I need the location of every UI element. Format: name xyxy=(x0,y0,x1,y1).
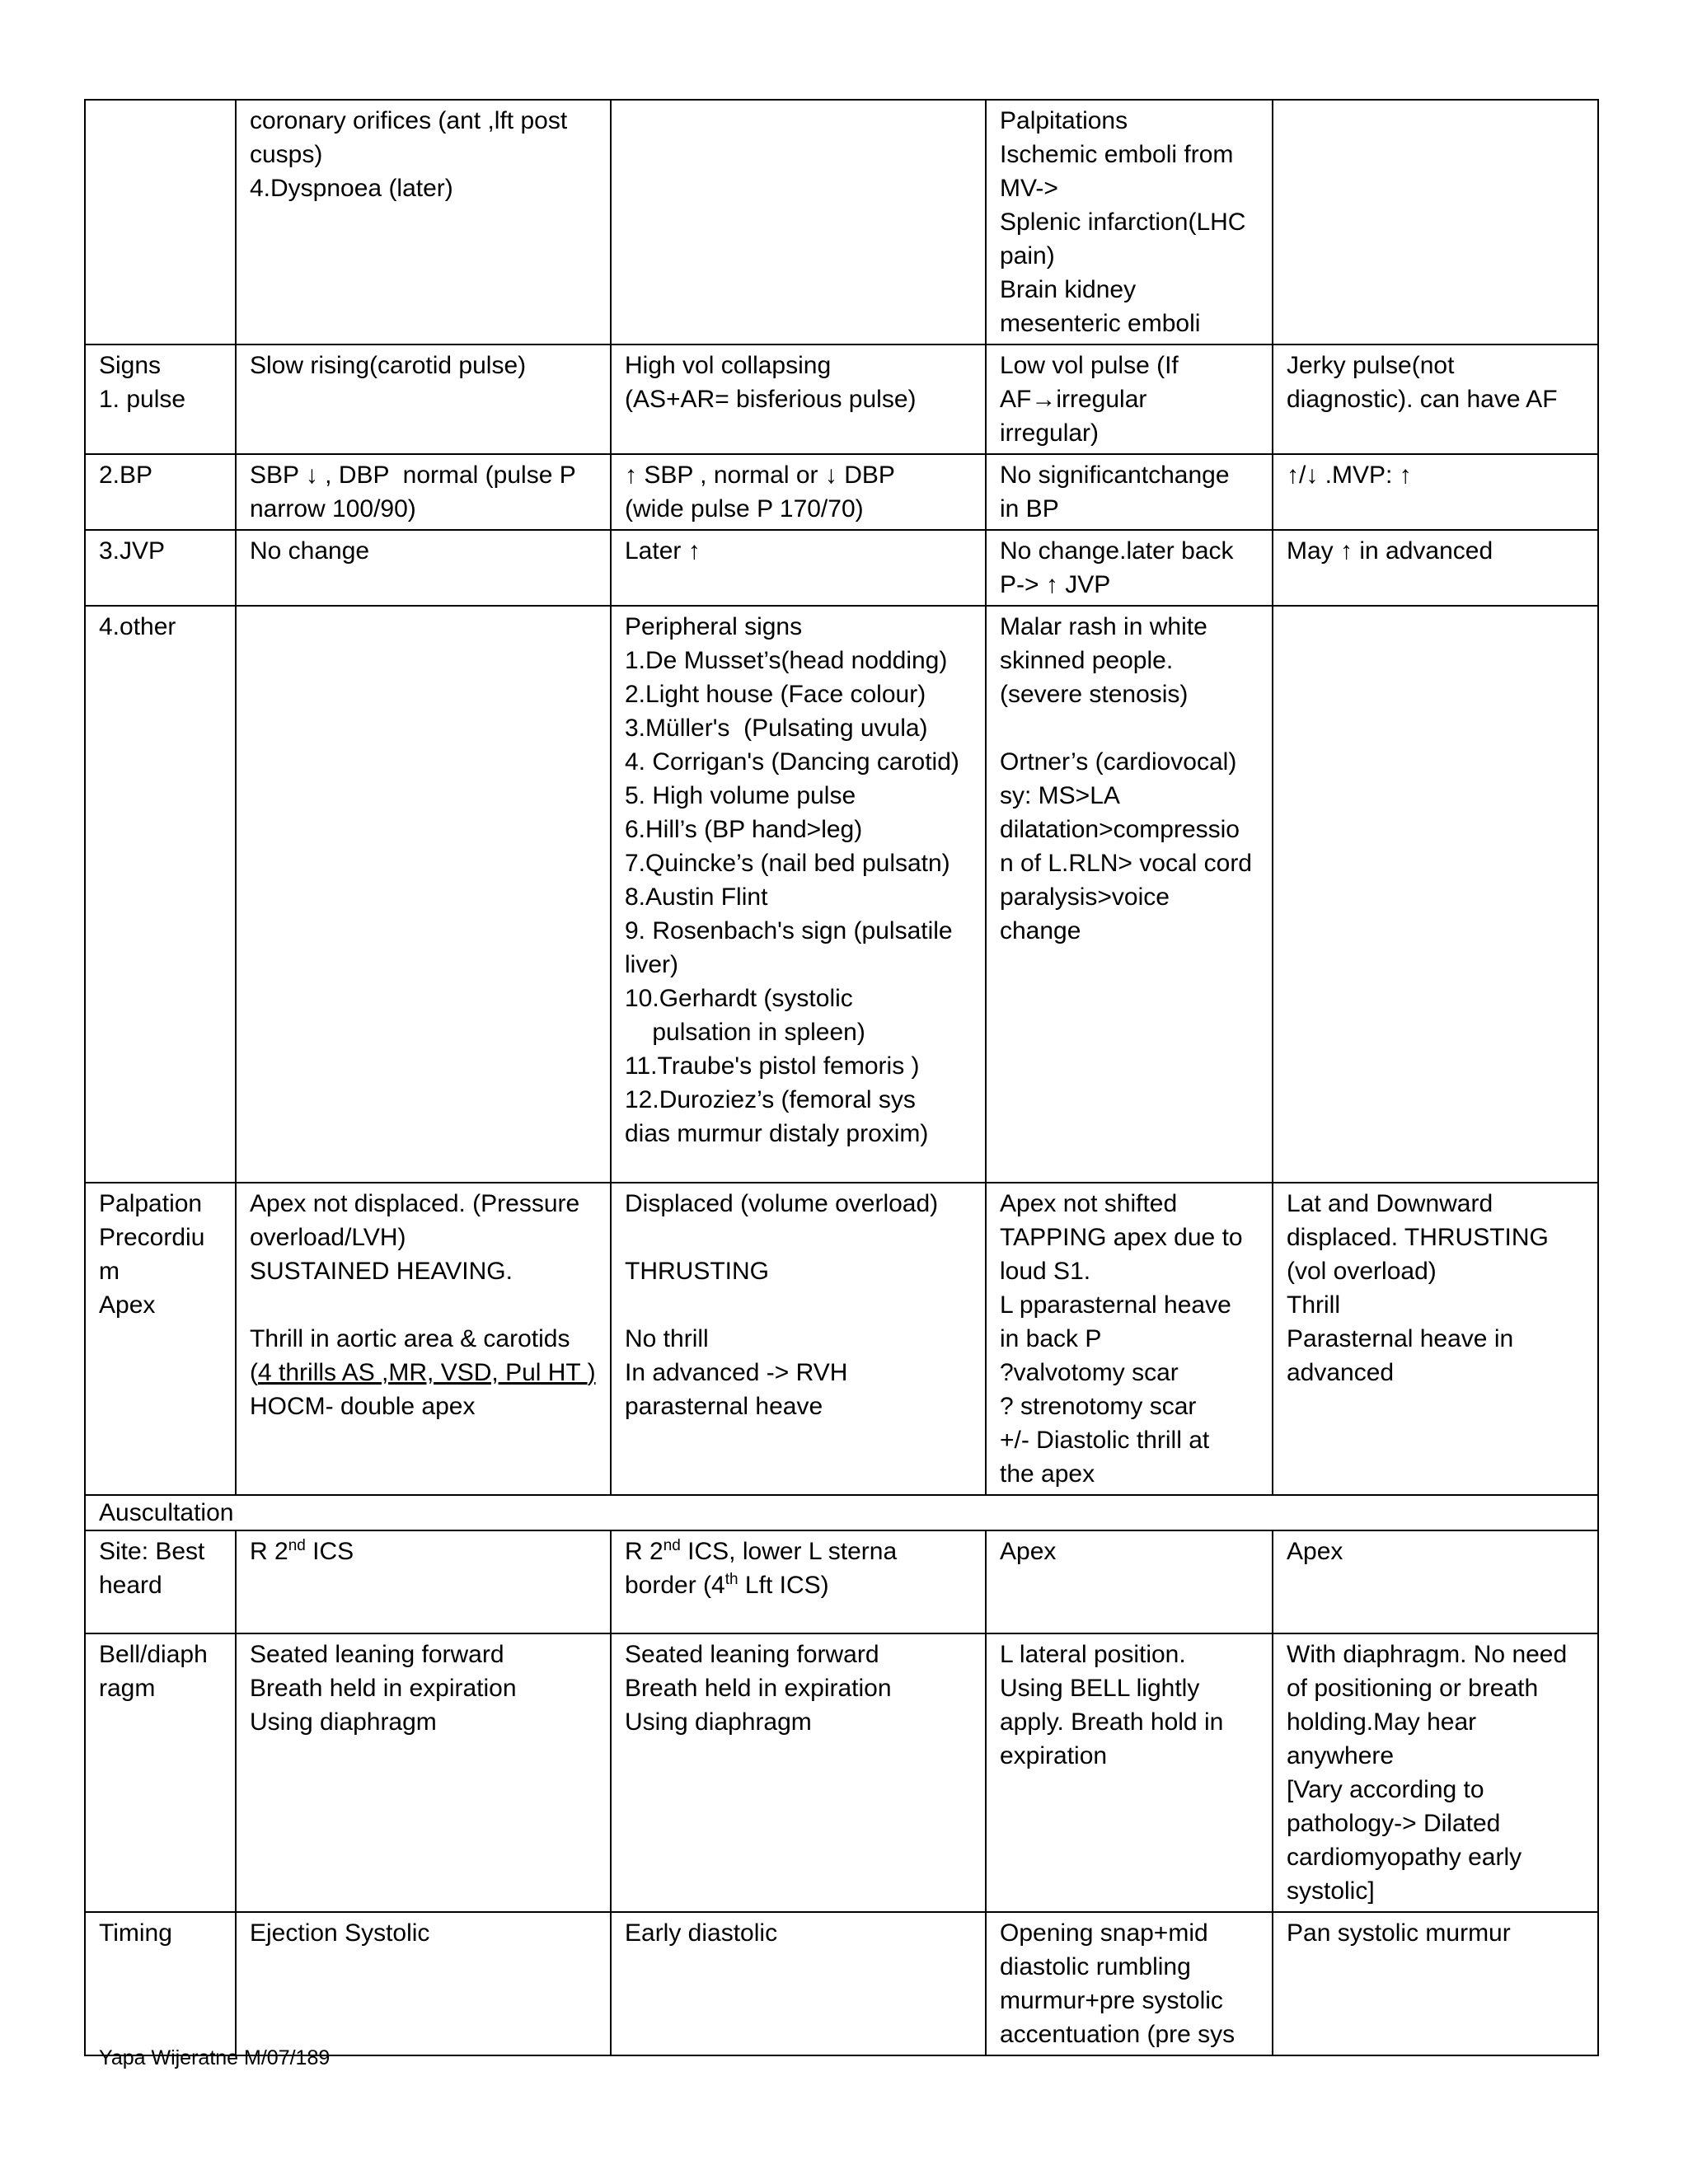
cell-text-line: 9. Rosenbach's sign (pulsatile xyxy=(625,917,953,944)
superscript: nd xyxy=(288,1537,306,1554)
cell-text-line xyxy=(625,1568,973,1602)
table-row xyxy=(85,454,1598,530)
table-cell xyxy=(611,1633,986,1912)
cell-text-line: L lateral position. xyxy=(1000,1641,1186,1668)
text-run: R 2 xyxy=(625,1538,663,1565)
row-label-cell xyxy=(85,344,236,454)
text-run: R 2 xyxy=(250,1538,288,1565)
cell-text-line: No change xyxy=(250,537,370,565)
cell-text-line: displaced. THRUSTING xyxy=(1287,1224,1549,1251)
cell-text-line: Using BELL lightly xyxy=(1000,1675,1200,1702)
cell-text-line: L pparasternal heave xyxy=(1000,1291,1231,1319)
cell-text-line: pulsation in spleen) xyxy=(625,1019,865,1046)
cell-text-line: Displaced (volume overload) xyxy=(625,1190,939,1217)
cell-text-line: n of L.RLN> vocal cord xyxy=(1000,850,1252,877)
cell-text-line: Precordiu xyxy=(99,1224,205,1251)
table-row xyxy=(85,1633,1598,1912)
cell-text-line: ? strenotomy scar xyxy=(1000,1393,1197,1420)
cell-text-line xyxy=(250,1288,598,1322)
cell-text-line: cusps) xyxy=(250,141,323,168)
cell-text-line: 1. pulse xyxy=(99,386,186,413)
cell-text-line: 1.De Musset’s(head nodding) xyxy=(625,647,948,674)
section-heading: Auscultation xyxy=(85,1495,1598,1530)
cell-text-line: 4.Dyspnoea (later) xyxy=(250,175,453,202)
cell-text-line: Low vol pulse (If xyxy=(1000,352,1179,379)
table-cell xyxy=(986,1633,1273,1912)
cell-text-line: Ejection Systolic xyxy=(250,1919,430,1947)
cell-text-line: 2.BP xyxy=(99,462,153,489)
table-cell xyxy=(986,530,1273,606)
table-cell xyxy=(986,1912,1273,2055)
cell-text-line: accentuation (pre sys xyxy=(1000,2021,1236,2048)
table-cell xyxy=(986,1183,1273,1495)
cell-text-line: SBP ↓ , DBP normal (pulse P xyxy=(250,462,576,489)
cell-text-line: TAPPING apex due to xyxy=(1000,1224,1243,1251)
cell-text-line: Early diastolic xyxy=(625,1919,778,1947)
table-cell xyxy=(986,606,1273,1183)
row-label-cell xyxy=(85,606,236,1183)
cell-text-line xyxy=(625,1535,973,1568)
table-cell xyxy=(236,1530,611,1633)
cell-text-line: (AS+AR= bisferious pulse) xyxy=(625,386,917,413)
table-cell xyxy=(611,606,986,1183)
cell-text-line: No thrill xyxy=(625,1325,709,1352)
table-row xyxy=(85,1912,1598,2055)
table-cell xyxy=(986,1530,1273,1633)
cell-text-line: Breath held in expiration xyxy=(250,1675,517,1702)
table-cell xyxy=(1273,344,1598,454)
cell-text-line: Brain kidney xyxy=(1000,276,1137,303)
cell-text-line: Timing xyxy=(99,1919,172,1947)
table-cell xyxy=(611,1530,986,1633)
table-row xyxy=(85,1530,1598,1633)
cell-text-line: systolic] xyxy=(1287,1877,1375,1905)
cell-text-line: In advanced -> RVH xyxy=(625,1359,848,1386)
cell-text-line: paralysis>voice xyxy=(1000,883,1170,911)
table-cell xyxy=(611,530,986,606)
cell-text-line: Apex not shifted xyxy=(1000,1190,1178,1217)
cell-text-line: Ischemic emboli from xyxy=(1000,141,1234,168)
cell-text-line: Apex xyxy=(99,1291,156,1319)
row-label-cell xyxy=(85,454,236,530)
cell-text-line: (vol overload) xyxy=(1287,1258,1437,1285)
cell-text-line: Opening snap+mid xyxy=(1000,1919,1208,1947)
cell-text-line: m xyxy=(99,1258,120,1285)
cell-text-line: 10.Gerhardt (systolic xyxy=(625,985,853,1012)
cell-text-line: 11.Traube's pistol femoris ) xyxy=(625,1052,920,1080)
cell-text-line: 4. Corrigan's (Dancing carotid) xyxy=(625,748,959,776)
cell-text-line: murmur+pre systolic xyxy=(1000,1987,1223,2014)
cell-text-line: Seated leaning forward xyxy=(625,1641,879,1668)
cell-text-line: heard xyxy=(99,1572,162,1599)
table-cell xyxy=(236,1183,611,1495)
table-cell xyxy=(986,454,1273,530)
cell-text-line: anywhere xyxy=(1287,1742,1395,1769)
cell-text-line: expiration xyxy=(1000,1742,1108,1769)
text-run: ICS xyxy=(305,1538,354,1565)
table-cell xyxy=(1273,454,1598,530)
cell-text-line: dias murmur distaly proxim) xyxy=(625,1120,929,1147)
cell-text-line xyxy=(625,1288,973,1322)
table-cell xyxy=(236,1633,611,1912)
cell-text-line: 4.other xyxy=(99,613,176,640)
cell-text-line xyxy=(1000,711,1260,745)
cell-text-line: holding.May hear xyxy=(1287,1708,1477,1736)
table-cell xyxy=(611,100,986,344)
cell-text-line: pathology-> Dilated xyxy=(1287,1810,1501,1837)
table-cell xyxy=(236,100,611,344)
cell-text-line: irregular) xyxy=(1000,419,1100,447)
table-cell xyxy=(236,454,611,530)
cell-text-line: THRUSTING xyxy=(625,1258,769,1285)
cell-text-line: Ortner’s (cardiovocal) xyxy=(1000,748,1237,776)
cell-text-line: apply. Breath hold in xyxy=(1000,1708,1224,1736)
cell-text-line: 8.Austin Flint xyxy=(625,883,768,911)
table-cell xyxy=(611,454,986,530)
table-cell xyxy=(611,1912,986,2055)
cell-text-line: 2.Light house (Face colour) xyxy=(625,681,926,708)
cell-text-line: diastolic rumbling xyxy=(1000,1953,1191,1980)
cell-text-line: Parasternal heave in xyxy=(1287,1325,1514,1352)
cell-text-line xyxy=(625,1221,973,1254)
table-cell xyxy=(611,344,986,454)
text-run: ICS, lower L sterna xyxy=(680,1538,898,1565)
cell-text-line: May ↑ in advanced xyxy=(1287,537,1493,565)
cell-text-line: SUSTAINED HEAVING. xyxy=(250,1258,513,1285)
cell-text-line: ↑/↓ .MVP: ↑ xyxy=(1287,462,1412,489)
row-label-cell xyxy=(85,1183,236,1495)
cell-text-line: the apex xyxy=(1000,1460,1095,1488)
cell-text-line: No significantchange xyxy=(1000,462,1230,489)
table-cell xyxy=(1273,100,1598,344)
cell-text-line: Jerky pulse(not xyxy=(1287,352,1455,379)
row-label-cell xyxy=(85,100,236,344)
table-cell xyxy=(236,1912,611,2055)
cell-text-line: Thrill in aortic area & carotids xyxy=(250,1325,570,1352)
table-row xyxy=(85,530,1598,606)
cell-text-line: 7.Quincke’s (nail bed pulsatn) xyxy=(625,850,950,877)
cell-text-line: of positioning or breath xyxy=(1287,1675,1539,1702)
table-row xyxy=(85,1183,1598,1495)
table-cell xyxy=(986,344,1273,454)
cell-text-line: Using diaphragm xyxy=(625,1708,812,1736)
underlined-text: 4 thrills AS ,MR, VSD, Pul HT xyxy=(258,1359,588,1386)
cell-text-line: Palpation xyxy=(99,1190,203,1217)
table-cell xyxy=(986,100,1273,344)
cell-text-line: narrow 100/90) xyxy=(250,495,416,523)
table-cell xyxy=(1273,1633,1598,1912)
cell-text-line: liver) xyxy=(625,951,678,978)
cell-text-line: Seated leaning forward xyxy=(250,1641,504,1668)
cell-text-line: P-> ↑ JVP xyxy=(1000,571,1111,598)
table-cell xyxy=(1273,530,1598,606)
cell-text-line: in back P xyxy=(1000,1325,1102,1352)
table-cell xyxy=(1273,606,1598,1183)
table-cell xyxy=(236,344,611,454)
cell-text-line: +/- Diastolic thrill at xyxy=(1000,1427,1210,1454)
row-label-cell xyxy=(85,530,236,606)
cell-text-line: Apex not displaced. (Pressure xyxy=(250,1190,580,1217)
footer-author: Yapa Wijeratne M/07/189 xyxy=(99,2046,331,2069)
superscript: nd xyxy=(663,1537,681,1554)
superscript: th xyxy=(724,1571,738,1588)
table-cell xyxy=(611,1183,986,1495)
cell-text-line: sy: MS>LA xyxy=(1000,782,1120,809)
table-cell xyxy=(236,606,611,1183)
cell-text-line: skinned people. xyxy=(1000,647,1174,674)
cell-text-line: [Vary according to xyxy=(1287,1776,1484,1803)
cell-text-line: pain) xyxy=(1000,242,1055,269)
cell-text-line: With diaphragm. No need xyxy=(1287,1641,1568,1668)
cell-text-line: mesenteric emboli xyxy=(1000,310,1201,337)
cell-text-line: dilatation>compressio xyxy=(1000,816,1240,843)
cell-text-line: Slow rising(carotid pulse) xyxy=(250,352,527,379)
valve-disease-table xyxy=(84,99,1599,2056)
cell-text-line: Bell/diaph xyxy=(99,1641,208,1668)
table-cell xyxy=(1273,1183,1598,1495)
row-label-cell xyxy=(85,1530,236,1633)
cell-text-line: advanced xyxy=(1287,1359,1395,1386)
cell-text-line: overload/LVH) xyxy=(250,1224,406,1251)
cell-text-line: Peripheral signs xyxy=(625,613,803,640)
cell-text-line: MV-> xyxy=(1000,175,1058,202)
table-body xyxy=(85,100,1598,2055)
cell-text-line: Pan systolic murmur xyxy=(1287,1919,1511,1947)
cell-text-line: diagnostic). can have AF xyxy=(1287,386,1558,413)
table-cell xyxy=(1273,1912,1598,2055)
cell-text-line: ?valvotomy scar xyxy=(1000,1359,1179,1386)
cell-text-line: (severe stenosis) xyxy=(1000,681,1189,708)
cell-text-line xyxy=(250,1535,598,1568)
cell-text-line: High vol collapsing xyxy=(625,352,832,379)
cell-text-line: Later ↑ xyxy=(625,537,701,565)
cell-text-line: coronary orifices (ant ,lft post xyxy=(250,107,568,134)
row-label-cell xyxy=(85,1633,236,1912)
table-cell xyxy=(236,530,611,606)
cell-text-line: (4 thrills AS ,MR, VSD, Pul HT ) xyxy=(250,1359,596,1386)
cell-text-line: 12.Duroziez’s (femoral sys xyxy=(625,1086,916,1113)
cell-text-line: Apex xyxy=(1000,1538,1057,1565)
cell-text-line: 3.JVP xyxy=(99,537,166,565)
cell-text-line: Thrill xyxy=(1287,1291,1340,1319)
table-cell xyxy=(1273,1530,1598,1633)
table-row xyxy=(85,100,1598,344)
cell-text-line: Palpitations xyxy=(1000,107,1128,134)
text-run: Lft ICS) xyxy=(738,1572,829,1599)
table-row xyxy=(85,606,1598,1183)
cell-text-line: parasternal heave xyxy=(625,1393,823,1420)
cell-text-line: in BP xyxy=(1000,495,1059,523)
table-row xyxy=(85,344,1598,454)
cell-text-line: loud S1. xyxy=(1000,1258,1091,1285)
cell-text-line: AF→irregular xyxy=(1000,386,1147,413)
cell-text-line: Lat and Downward xyxy=(1287,1190,1493,1217)
cell-text-line: Using diaphragm xyxy=(250,1708,437,1736)
cell-text-line: cardiomyopathy early xyxy=(1287,1844,1522,1871)
cell-text-line: Apex xyxy=(1287,1538,1343,1565)
cell-text-line: Site: Best xyxy=(99,1538,205,1565)
cell-text-line: 5. High volume pulse xyxy=(625,782,856,809)
cell-text-line: Signs xyxy=(99,352,162,379)
cell-text-line: 3.Müller's (Pulsating uvula) xyxy=(625,715,928,742)
cell-text-line: (wide pulse P 170/70) xyxy=(625,495,864,523)
cell-text-line: 6.Hill’s (BP hand>leg) xyxy=(625,816,863,843)
row-label-cell xyxy=(85,1912,236,2055)
cell-text-line: HOCM- double apex xyxy=(250,1393,476,1420)
cell-text-line: Breath held in expiration xyxy=(625,1675,892,1702)
cell-text-line: ragm xyxy=(99,1675,156,1702)
cell-text-line: Splenic infarction(LHC xyxy=(1000,209,1246,236)
cell-text-line: change xyxy=(1000,917,1081,944)
text-run: border (4 xyxy=(625,1572,725,1599)
cell-text-line: Malar rash in white xyxy=(1000,613,1207,640)
cell-text-line: No change.later back xyxy=(1000,537,1234,565)
section-row xyxy=(85,1495,1598,1530)
cell-text-line: ↑ SBP , normal or ↓ DBP xyxy=(625,462,895,489)
